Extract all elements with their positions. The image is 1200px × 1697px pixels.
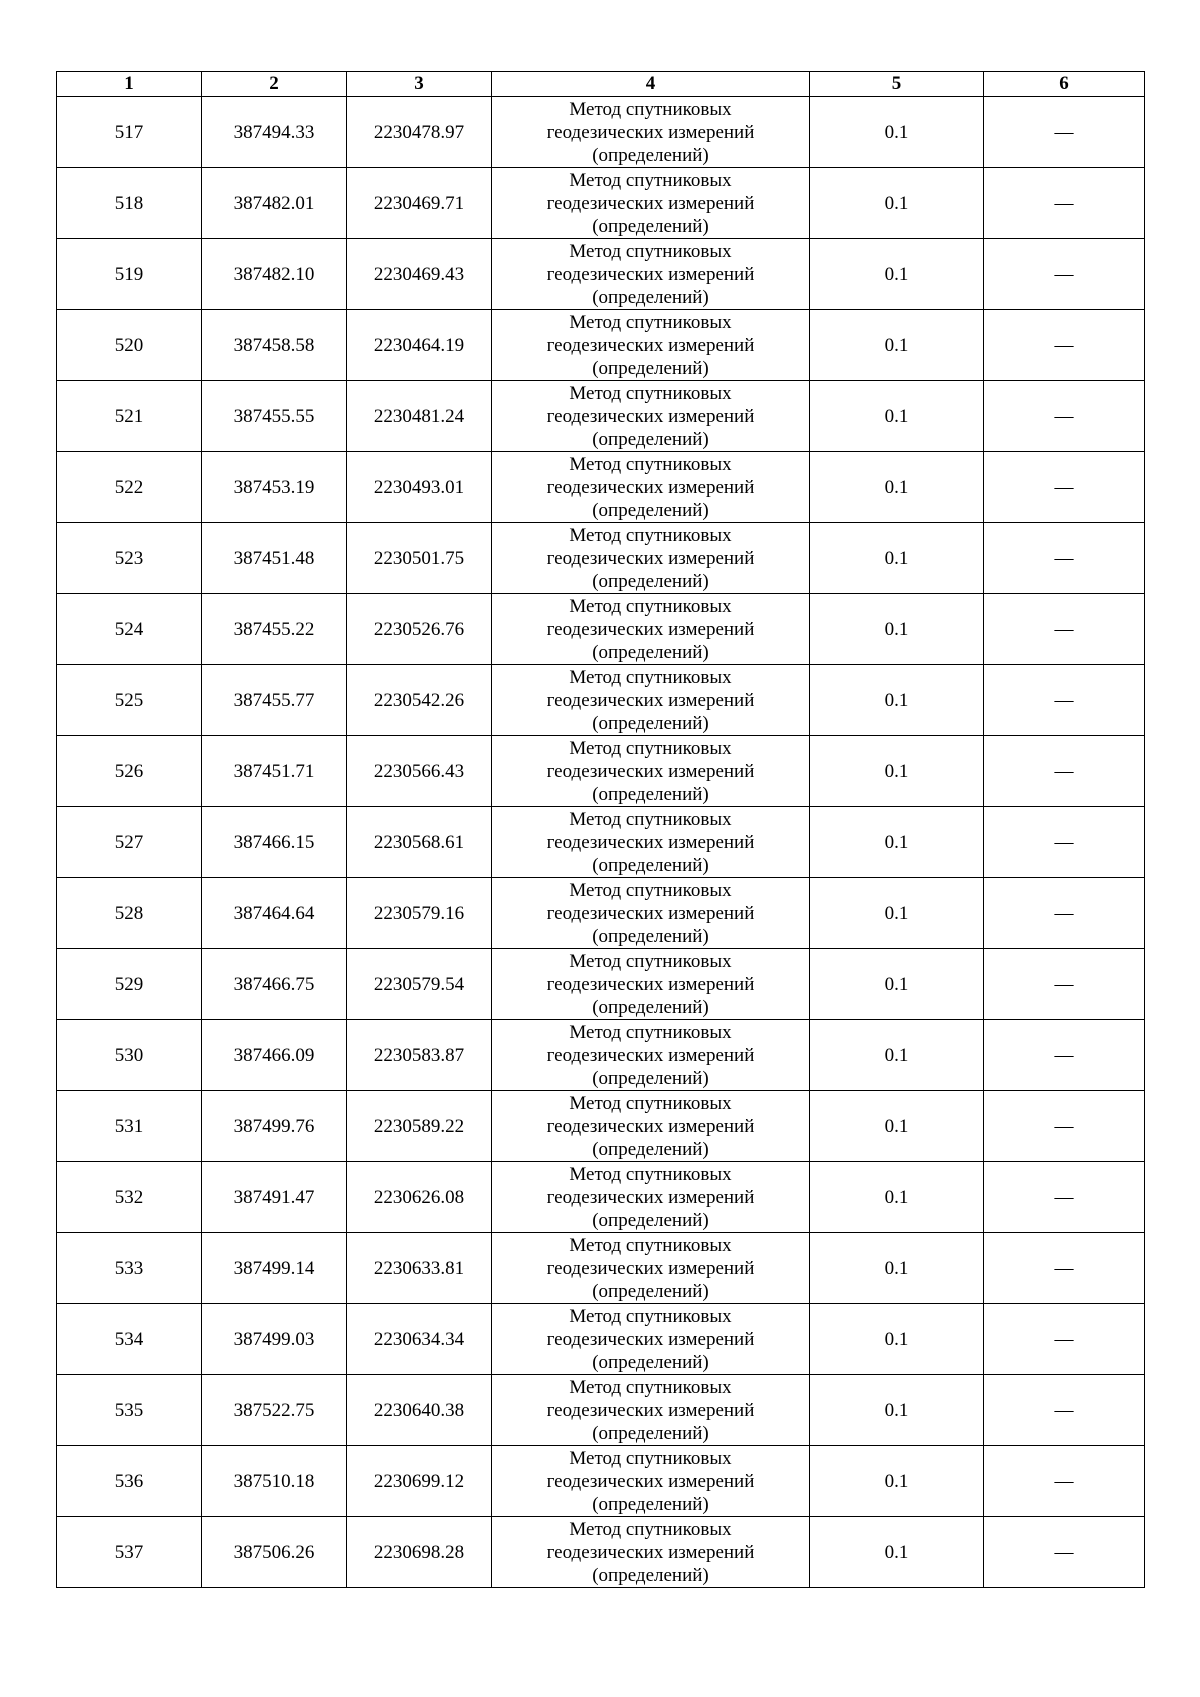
method-cell [492,807,810,878]
method-text-line: Метод спутниковых [569,666,732,688]
method-cell [492,1162,810,1233]
point-number-cell: 535 [57,1375,202,1446]
x-coordinate-cell: 387466.09 [202,1020,347,1091]
y-coordinate-cell: 2230501.75 [347,523,492,594]
y-coordinate-cell: 2230699.12 [347,1446,492,1517]
note-cell: — [984,665,1145,736]
x-coordinate-cell: 387455.77 [202,665,347,736]
method-text-line: геодезических измерений [546,121,755,143]
method-text-line: геодезических измерений [546,1399,755,1421]
note-cell: — [984,878,1145,949]
note-cell: — [984,97,1145,168]
method-text-line: (определений) [592,215,709,237]
method-cell [492,1375,810,1446]
note-cell: — [984,452,1145,523]
method-cell [492,949,810,1020]
method-cell [492,1233,810,1304]
method-text-line: геодезических измерений [546,973,755,995]
method-cell [492,1517,810,1588]
method-text-line: (определений) [592,1422,709,1444]
y-coordinate-cell: 2230542.26 [347,665,492,736]
column-header-4: 4 [492,72,810,97]
x-coordinate-cell: 387499.76 [202,1091,347,1162]
method-text-line: геодезических измерений [546,689,755,711]
y-coordinate-cell: 2230634.34 [347,1304,492,1375]
method-text-line: Метод спутниковых [569,737,732,759]
method-cell [492,1304,810,1375]
method-text-line: (определений) [592,641,709,663]
x-coordinate-cell: 387482.10 [202,239,347,310]
method-text-line: (определений) [592,144,709,166]
method-text-line: геодезических измерений [546,1186,755,1208]
table-row [57,1517,1145,1588]
y-coordinate-cell: 2230579.16 [347,878,492,949]
y-coordinate-cell: 2230583.87 [347,1020,492,1091]
note-cell: — [984,523,1145,594]
point-number-cell: 520 [57,310,202,381]
accuracy-cell: 0.1 [810,310,984,381]
method-cell [492,736,810,807]
note-cell: — [984,1020,1145,1091]
accuracy-cell: 0.1 [810,239,984,310]
y-coordinate-cell: 2230633.81 [347,1233,492,1304]
method-text-line: Метод спутниковых [569,1376,732,1398]
y-coordinate-cell: 2230469.71 [347,168,492,239]
method-text-line: Метод спутниковых [569,1092,732,1114]
method-text-line: (определений) [592,428,709,450]
table-row [57,736,1145,807]
y-coordinate-cell: 2230589.22 [347,1091,492,1162]
method-text-line: (определений) [592,570,709,592]
table-row [57,1375,1145,1446]
method-text-line: Метод спутниковых [569,98,732,120]
method-text-line: геодезических измерений [546,547,755,569]
method-cell [492,168,810,239]
table-row [57,594,1145,665]
accuracy-cell: 0.1 [810,97,984,168]
method-text-line: геодезических измерений [546,618,755,640]
accuracy-cell: 0.1 [810,949,984,1020]
x-coordinate-cell: 387494.33 [202,97,347,168]
table-row [57,1162,1145,1233]
x-coordinate-cell: 387499.14 [202,1233,347,1304]
table-row [57,1446,1145,1517]
method-text-line: геодезических измерений [546,1470,755,1492]
method-cell [492,1446,810,1517]
note-cell: — [984,1375,1145,1446]
note-cell: — [984,239,1145,310]
accuracy-cell: 0.1 [810,1233,984,1304]
y-coordinate-cell: 2230579.54 [347,949,492,1020]
method-text-line: (определений) [592,1280,709,1302]
table-row [57,452,1145,523]
table-row [57,1020,1145,1091]
table-row [57,97,1145,168]
y-coordinate-cell: 2230478.97 [347,97,492,168]
point-number-cell: 537 [57,1517,202,1588]
note-cell: — [984,1162,1145,1233]
method-text-line: (определений) [592,854,709,876]
table-row [57,949,1145,1020]
note-cell: — [984,310,1145,381]
point-number-cell: 533 [57,1233,202,1304]
accuracy-cell: 0.1 [810,594,984,665]
method-text-line: (определений) [592,1067,709,1089]
column-header-2: 2 [202,72,347,97]
accuracy-cell: 0.1 [810,878,984,949]
method-text-line: (определений) [592,712,709,734]
method-text-line: Метод спутниковых [569,169,732,191]
point-number-cell: 534 [57,1304,202,1375]
note-cell: — [984,1304,1145,1375]
y-coordinate-cell: 2230568.61 [347,807,492,878]
method-cell [492,878,810,949]
accuracy-cell: 0.1 [810,452,984,523]
y-coordinate-cell: 2230481.24 [347,381,492,452]
x-coordinate-cell: 387466.15 [202,807,347,878]
method-text-line: геодезических измерений [546,831,755,853]
point-number-cell: 522 [57,452,202,523]
y-coordinate-cell: 2230469.43 [347,239,492,310]
method-text-line: (определений) [592,1351,709,1373]
method-text-line: (определений) [592,925,709,947]
point-number-cell: 527 [57,807,202,878]
method-text-line: Метод спутниковых [569,1163,732,1185]
point-number-cell: 532 [57,1162,202,1233]
accuracy-cell: 0.1 [810,1446,984,1517]
point-number-cell: 531 [57,1091,202,1162]
column-header-1: 1 [57,72,202,97]
y-coordinate-cell: 2230493.01 [347,452,492,523]
x-coordinate-cell: 387491.47 [202,1162,347,1233]
note-cell: — [984,1446,1145,1517]
x-coordinate-cell: 387510.18 [202,1446,347,1517]
method-text-line: геодезических измерений [546,334,755,356]
accuracy-cell: 0.1 [810,807,984,878]
table-row [57,665,1145,736]
note-cell: — [984,1233,1145,1304]
method-cell [492,452,810,523]
method-cell [492,97,810,168]
point-number-cell: 519 [57,239,202,310]
method-text-line: Метод спутниковых [569,453,732,475]
method-text-line: (определений) [592,996,709,1018]
method-text-line: (определений) [592,286,709,308]
table-row [57,168,1145,239]
method-cell [492,381,810,452]
accuracy-cell: 0.1 [810,1304,984,1375]
method-text-line: (определений) [592,1209,709,1231]
x-coordinate-cell: 387522.75 [202,1375,347,1446]
x-coordinate-cell: 387499.03 [202,1304,347,1375]
accuracy-cell: 0.1 [810,1162,984,1233]
point-number-cell: 529 [57,949,202,1020]
y-coordinate-cell: 2230464.19 [347,310,492,381]
method-text-line: (определений) [592,357,709,379]
method-text-line: геодезических измерений [546,192,755,214]
method-text-line: геодезических измерений [546,760,755,782]
column-header-6: 6 [984,72,1145,97]
x-coordinate-cell: 387451.71 [202,736,347,807]
document-page [56,71,1144,1588]
x-coordinate-cell: 387451.48 [202,523,347,594]
accuracy-cell: 0.1 [810,1517,984,1588]
method-cell [492,665,810,736]
method-text-line: Метод спутниковых [569,595,732,617]
table-row [57,1091,1145,1162]
method-text-line: геодезических измерений [546,1115,755,1137]
column-header-3: 3 [347,72,492,97]
x-coordinate-cell: 387455.22 [202,594,347,665]
table-header-row [57,72,1145,97]
point-number-cell: 525 [57,665,202,736]
method-text-line: геодезических измерений [546,1044,755,1066]
method-text-line: Метод спутниковых [569,1447,732,1469]
y-coordinate-cell: 2230698.28 [347,1517,492,1588]
method-text-line: Метод спутниковых [569,311,732,333]
note-cell: — [984,807,1145,878]
note-cell: — [984,168,1145,239]
y-coordinate-cell: 2230566.43 [347,736,492,807]
method-cell [492,1020,810,1091]
x-coordinate-cell: 387506.26 [202,1517,347,1588]
x-coordinate-cell: 387458.58 [202,310,347,381]
column-header-5: 5 [810,72,984,97]
coordinates-table [56,71,1145,1588]
method-text-line: Метод спутниковых [569,524,732,546]
method-text-line: Метод спутниковых [569,1518,732,1540]
accuracy-cell: 0.1 [810,1020,984,1091]
x-coordinate-cell: 387455.55 [202,381,347,452]
method-text-line: (определений) [592,783,709,805]
method-text-line: геодезических измерений [546,476,755,498]
method-text-line: (определений) [592,1493,709,1515]
method-cell [492,594,810,665]
point-number-cell: 526 [57,736,202,807]
method-text-line: Метод спутниковых [569,382,732,404]
table-row [57,381,1145,452]
table-row [57,1304,1145,1375]
method-text-line: Метод спутниковых [569,1305,732,1327]
point-number-cell: 518 [57,168,202,239]
table-row [57,878,1145,949]
x-coordinate-cell: 387453.19 [202,452,347,523]
method-text-line: геодезических измерений [546,1257,755,1279]
method-text-line: (определений) [592,1564,709,1586]
point-number-cell: 530 [57,1020,202,1091]
y-coordinate-cell: 2230640.38 [347,1375,492,1446]
point-number-cell: 517 [57,97,202,168]
x-coordinate-cell: 387464.64 [202,878,347,949]
method-text-line: Метод спутниковых [569,879,732,901]
method-text-line: (определений) [592,1138,709,1160]
method-text-line: геодезических измерений [546,405,755,427]
method-text-line: геодезических измерений [546,1328,755,1350]
accuracy-cell: 0.1 [810,665,984,736]
method-text-line: Метод спутниковых [569,1021,732,1043]
table-row [57,310,1145,381]
accuracy-cell: 0.1 [810,168,984,239]
method-cell [492,1091,810,1162]
point-number-cell: 536 [57,1446,202,1517]
y-coordinate-cell: 2230626.08 [347,1162,492,1233]
note-cell: — [984,594,1145,665]
method-text-line: (определений) [592,499,709,521]
accuracy-cell: 0.1 [810,523,984,594]
point-number-cell: 521 [57,381,202,452]
accuracy-cell: 0.1 [810,1091,984,1162]
method-text-line: Метод спутниковых [569,808,732,830]
method-text-line: геодезических измерений [546,902,755,924]
table-row [57,239,1145,310]
table-row [57,807,1145,878]
note-cell: — [984,381,1145,452]
table-row [57,523,1145,594]
table-row [57,1233,1145,1304]
point-number-cell: 524 [57,594,202,665]
accuracy-cell: 0.1 [810,1375,984,1446]
method-text-line: Метод спутниковых [569,240,732,262]
note-cell: — [984,736,1145,807]
accuracy-cell: 0.1 [810,381,984,452]
method-cell [492,239,810,310]
method-cell [492,523,810,594]
point-number-cell: 523 [57,523,202,594]
accuracy-cell: 0.1 [810,736,984,807]
note-cell: — [984,949,1145,1020]
note-cell: — [984,1517,1145,1588]
table-body [57,97,1145,1588]
note-cell: — [984,1091,1145,1162]
method-cell [492,310,810,381]
y-coordinate-cell: 2230526.76 [347,594,492,665]
method-text-line: Метод спутниковых [569,1234,732,1256]
x-coordinate-cell: 387466.75 [202,949,347,1020]
method-text-line: Метод спутниковых [569,950,732,972]
x-coordinate-cell: 387482.01 [202,168,347,239]
method-text-line: геодезических измерений [546,263,755,285]
method-text-line: геодезических измерений [546,1541,755,1563]
point-number-cell: 528 [57,878,202,949]
